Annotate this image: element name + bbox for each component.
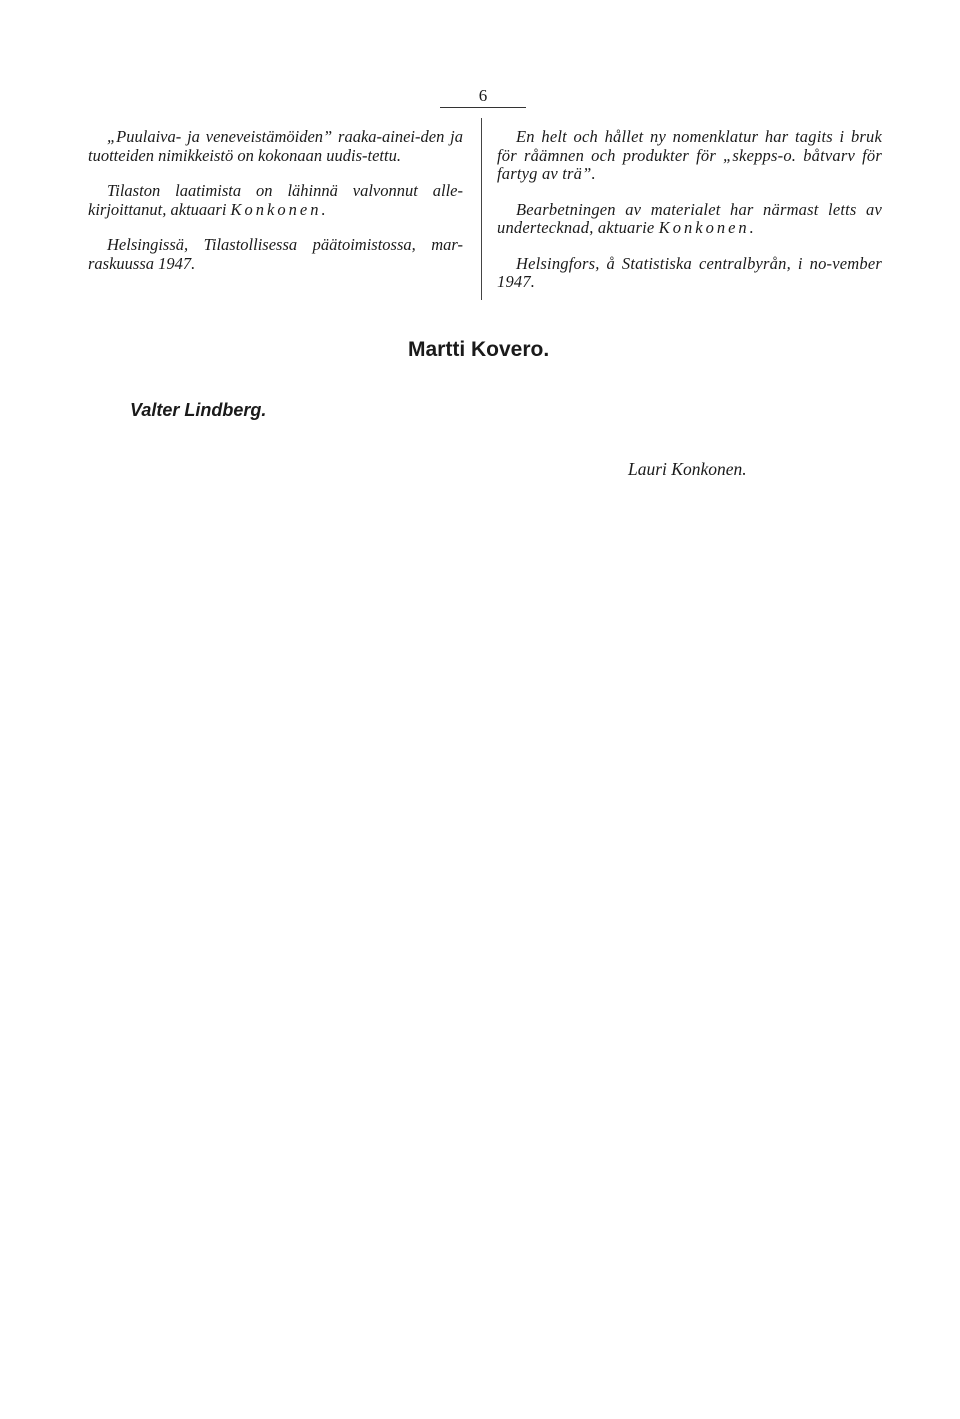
finnish-supervisor-name: Konkonen xyxy=(230,199,322,219)
signature-valter-lindberg: Valter Lindberg. xyxy=(130,400,267,420)
finnish-paragraph-place-date: Helsingissä, Tilastollisessa päätoimistossa, mar-raskuussa 1947. xyxy=(88,235,463,273)
finnish-paragraph-supervisor xyxy=(88,182,463,219)
finnish-supervisor-text: Tilaston laatimista on lähinnä valvonnut alle-kirjoittanut, aktuaari xyxy=(88,181,463,219)
swedish-supervisor-name: Konkonen xyxy=(658,218,750,237)
signature-lauri-konkonen: Lauri Konkonen. xyxy=(628,459,747,479)
swedish-paragraph-nomenclature: En helt och hållet ny nomenklatur har tagits i bruk för råämnen och produkter för „skepps-o. båtvarv för fartyg av trä”. xyxy=(497,127,882,183)
swedish-supervisor-text: Bearbetningen av materialet har närmast letts av undertecknad, aktuarie xyxy=(497,199,882,237)
page-number: 6 xyxy=(440,86,526,108)
swedish-paragraph-place-date: Helsingfors, å Statistiska centralbyrån, i no-vember 1947. xyxy=(497,253,882,291)
swedish-column xyxy=(497,128,882,309)
finnish-supervisor-end: . xyxy=(321,199,326,219)
finnish-column xyxy=(88,128,463,290)
column-divider xyxy=(481,118,482,300)
signature-martti-kovero: Martti Kovero. xyxy=(408,338,550,361)
finnish-paragraph-nomenclature: „Puulaiva- ja veneveistämöiden” raaka-ainei-den ja tuotteiden nimikkeistö on kokonaan uudis-tettu. xyxy=(88,127,463,165)
swedish-supervisor-end: . xyxy=(749,218,754,237)
swedish-paragraph-supervisor xyxy=(497,201,882,238)
